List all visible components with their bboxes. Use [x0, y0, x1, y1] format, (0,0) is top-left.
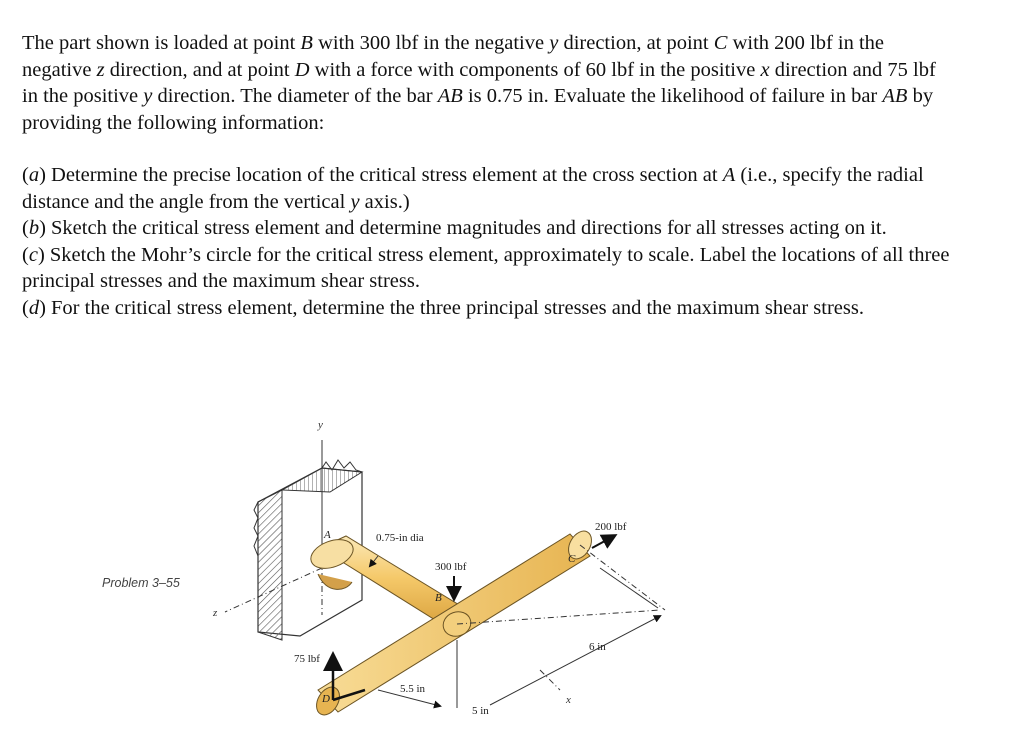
label-force-d: 75 lbf — [294, 653, 320, 665]
part-c: (c) Sketch the Mohr’s circle for the critical stress element, approximately to scale. Label the locations of all three principal stresses and the maximum shear stress. — [22, 243, 950, 292]
axis-x-label: x — [566, 694, 571, 706]
part-a: (a) Determine the precise location of the critical stress element at the cross section at A (i.e., specify the radial distance and the angle from the vertical y axis.) — [22, 164, 924, 213]
axis-y-label: y — [318, 419, 323, 431]
label-dim-ab: 5.5 in — [400, 683, 426, 695]
problem-label: Problem 3–55 — [102, 576, 180, 590]
label-dim-bc: 5 in — [472, 705, 489, 717]
label-diameter: 0.75-in dia — [376, 532, 424, 544]
problem-intro: The part shown is loaded at point B with 300 lbf in the negative y direction, at point C with 200 lbf in the negative z direction, and at point D with a force with components of 60 lbf in the positive x direction and 75 lbf in the positive y direction. The diameter of the bar AB is 0.75 in. Evaluate the likelihood of failure in bar AB by providing the following information: — [22, 32, 936, 134]
label-force-c: 200 lbf — [595, 521, 627, 533]
label-dim-cd: 6 in — [589, 641, 606, 653]
force-c-arrow — [592, 536, 614, 548]
part-b: (b) Sketch the critical stress element and determine magnitudes and directions for all stresses acting on it. — [22, 217, 887, 239]
label-point-b: B — [435, 592, 442, 604]
label-point-d: D — [322, 693, 330, 705]
label-point-a: A — [324, 529, 331, 541]
label-force-b: 300 lbf — [435, 561, 467, 573]
label-point-c: C — [568, 553, 576, 565]
axis-z-label: z — [213, 607, 218, 619]
part-d: (d) For the critical stress element, determine the three principal stresses and the maximum shear stress. — [22, 296, 864, 319]
